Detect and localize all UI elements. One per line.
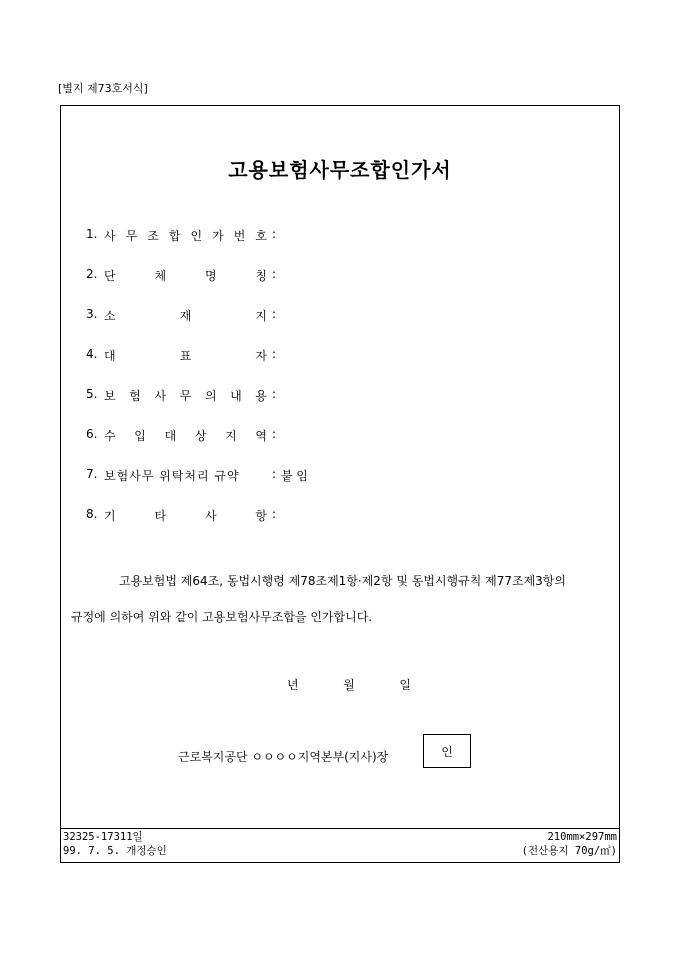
field-label-char: 보 [104, 389, 116, 403]
field-label-char: 항 [255, 509, 267, 523]
field-row [86, 307, 308, 347]
field-row [86, 267, 308, 307]
body-text-line-1: 고용보험법 제64조, 동법시행령 제78조제1항·제2항 및 동법시행규칙 제77조제3항의 [119, 574, 566, 588]
field-colon: : [271, 307, 277, 321]
field-value: 붙 임 [281, 469, 308, 483]
date-year-label: 년 [287, 678, 299, 692]
field-row [86, 227, 308, 267]
seal-box [423, 734, 471, 768]
form-number-label: [별지 제73호서식] [58, 82, 148, 95]
field-label-char: 지 [255, 309, 267, 323]
field-number: 4. [86, 347, 98, 361]
field-label-char: 무 [179, 389, 192, 403]
footer-left [63, 830, 167, 858]
field-colon: : [271, 267, 277, 281]
date-day-label: 일 [399, 678, 411, 692]
field-label-char: 용 [255, 389, 267, 403]
field-row [86, 507, 308, 547]
seal-label: 인 [441, 744, 453, 759]
issuer-name: 근로복지공단 ㅇㅇㅇㅇ지역본부(지사)장 [178, 750, 389, 764]
field-label-char: 사 [204, 509, 217, 523]
field-label-char: 가 [212, 229, 224, 243]
field-label-char: 단 [104, 269, 116, 283]
field-label: 보험사무 위탁처리 규약 [104, 469, 240, 483]
field-label-char: 소 [104, 309, 116, 323]
field-label-char: 합 [168, 229, 181, 243]
field-colon: : [271, 507, 277, 521]
field-colon: : [271, 387, 277, 401]
revision-note: 99. 7. 5. 개정승인 [63, 845, 167, 857]
field-label-char: 재 [179, 309, 192, 323]
field-label-char: 입 [134, 429, 146, 443]
paper-size: 210mm×297mm [547, 831, 617, 843]
field-label-char: 대 [104, 349, 116, 363]
field-label-char: 상 [194, 429, 207, 443]
field-label [104, 307, 267, 324]
date-line [287, 676, 411, 693]
field-label-char: 지 [225, 429, 237, 443]
field-number: 5. [86, 387, 98, 401]
field-label [104, 227, 267, 244]
document-title: 고용보험사무조합인가서 [228, 158, 452, 182]
field-label-char: 수 [104, 429, 116, 443]
field-label-char: 칭 [255, 269, 267, 283]
field-colon: : [271, 347, 277, 361]
field-row [86, 387, 308, 427]
field-label-char: 내 [230, 389, 242, 403]
field-colon: : [271, 467, 277, 481]
field-label-char: 대 [164, 429, 177, 443]
field-row [86, 347, 308, 387]
footer-right [522, 830, 617, 858]
paper-type: (전산용지 70g/㎡) [521, 845, 617, 857]
date-month-label: 월 [343, 678, 355, 692]
field-label [104, 427, 267, 444]
form-code: 32325-17311일 [63, 831, 143, 843]
field-label-char: 명 [204, 269, 217, 283]
field-list [86, 227, 308, 547]
field-label-char: 호 [255, 229, 267, 243]
field-label-char: 표 [179, 349, 192, 363]
field-number: 3. [86, 307, 98, 321]
field-row [86, 427, 308, 467]
field-number: 1. [86, 227, 98, 241]
field-colon: : [271, 427, 277, 441]
field-label-char: 의 [204, 389, 217, 403]
field-label-char: 무 [125, 229, 138, 243]
field-label-char: 험 [129, 389, 141, 403]
field-number: 6. [86, 427, 98, 441]
field-label [104, 267, 267, 284]
field-label [104, 387, 267, 404]
form-frame [60, 105, 620, 863]
field-label-char: 자 [255, 349, 267, 363]
body-text-line-2: 규정에 의하여 위와 같이 고용보험사무조합을 인가합니다. [71, 610, 373, 624]
field-label-char: 체 [154, 269, 167, 283]
field-label [104, 347, 267, 364]
field-label-char: 사 [104, 229, 116, 243]
field-label-char: 조 [147, 229, 159, 243]
field-label-char: 사 [154, 389, 167, 403]
field-colon: : [271, 227, 277, 241]
field-label [104, 507, 267, 524]
field-number: 7. [86, 467, 98, 481]
field-row [86, 467, 308, 507]
field-number: 2. [86, 267, 98, 281]
field-label-char: 기 [104, 509, 116, 523]
field-label-char: 타 [154, 509, 167, 523]
field-label-char: 역 [255, 429, 267, 443]
field-number: 8. [86, 507, 98, 521]
footer-divider [61, 828, 619, 829]
field-label-char: 인 [190, 229, 203, 243]
field-label-char: 번 [233, 229, 246, 243]
